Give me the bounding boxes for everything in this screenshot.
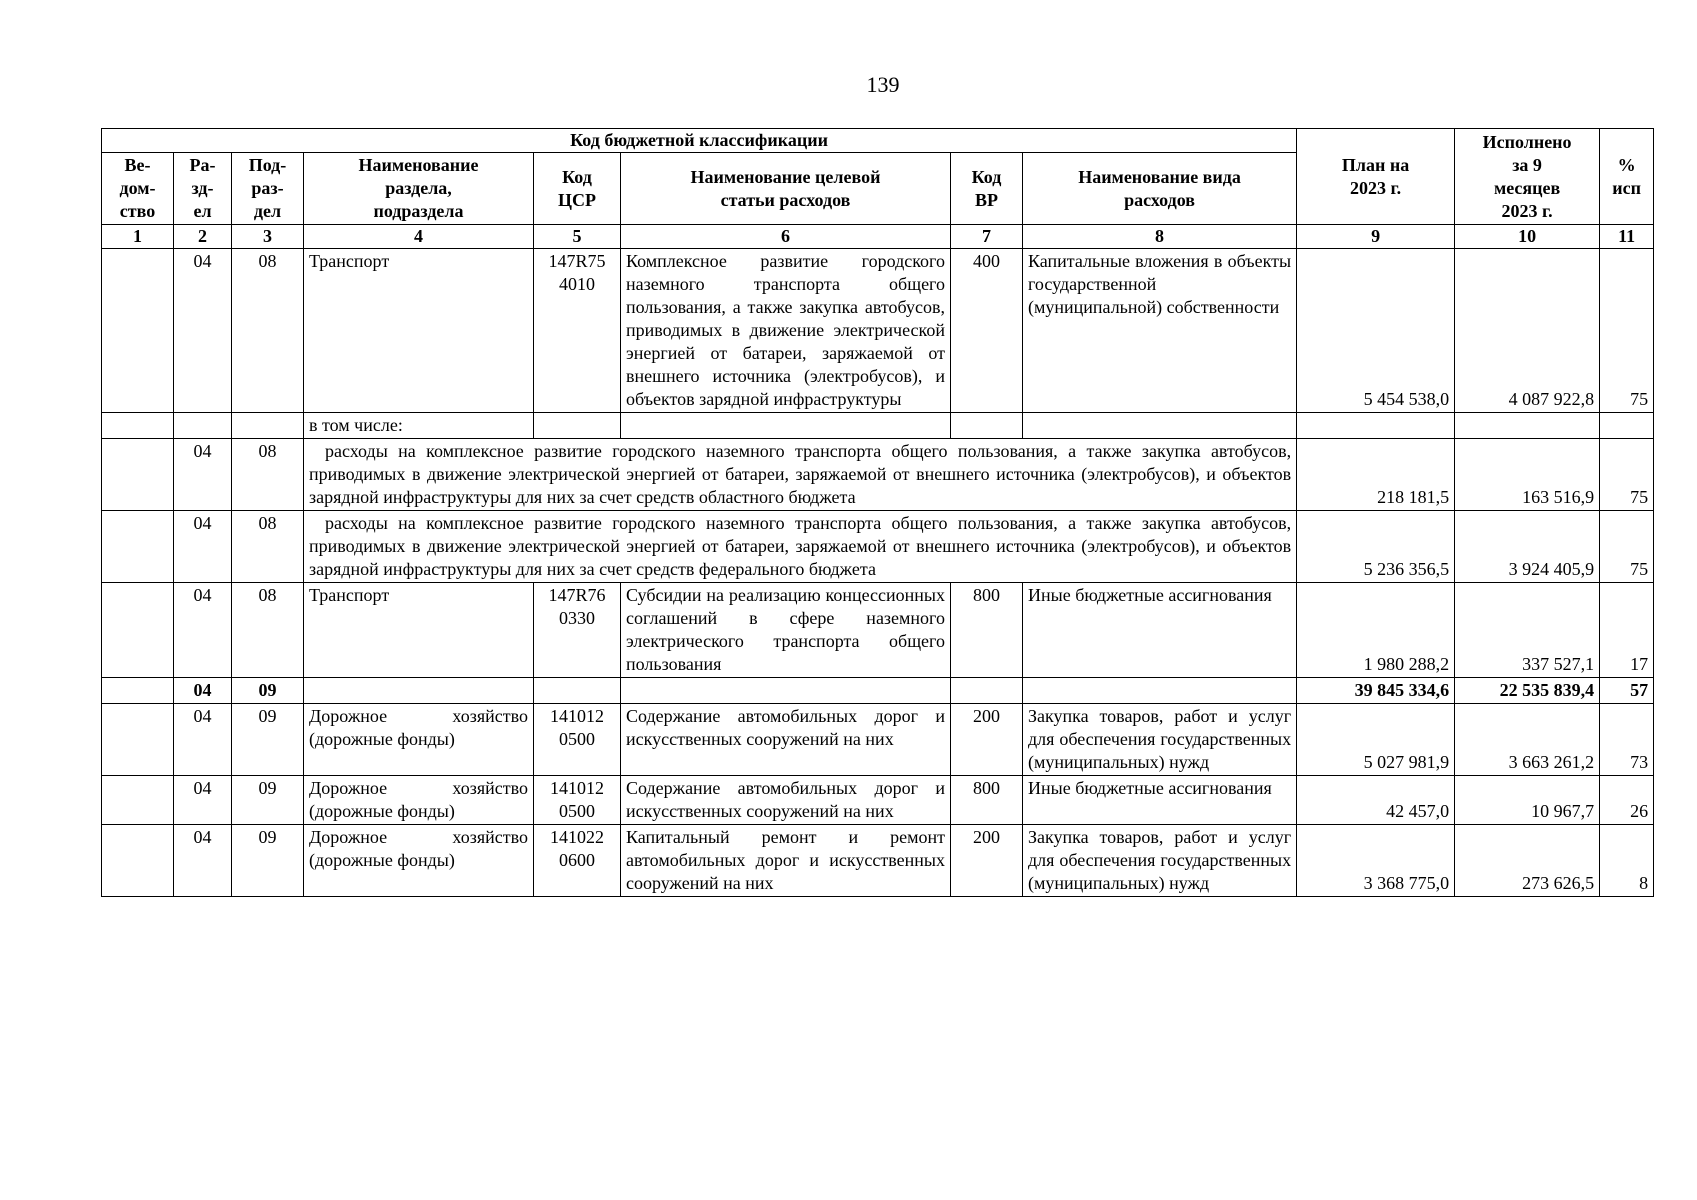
- cell-plan: 5 027 981,9: [1297, 704, 1455, 776]
- cell-razdel: 04: [174, 704, 232, 776]
- cell-vr: 400: [951, 249, 1023, 413]
- cell-podrazdel: 09: [232, 776, 304, 825]
- cell-plan: 42 457,0: [1297, 776, 1455, 825]
- table-row: [102, 704, 1654, 776]
- table-row: [102, 776, 1654, 825]
- cell-pct: 8: [1600, 825, 1654, 897]
- cell-name: Транспорт: [304, 583, 534, 678]
- cell-vid: Закупка товаров, работ и услуг для обеспечения государственных (муниципальных) нужд: [1023, 704, 1297, 776]
- cell-podrazdel: 09: [232, 678, 304, 704]
- cell-pct: 73: [1600, 704, 1654, 776]
- col-number: 8: [1023, 225, 1297, 249]
- cell-podrazdel: 08: [232, 249, 304, 413]
- cell-podrazdel: 08: [232, 511, 304, 583]
- cell-merged-text: расходы на комплексное развитие городского наземного транспорта общего пользования, а также закупка автобусов, приводимых в движение электрической энергией от батареи, заряжаемой от внешнего источника (электробусов), и объектов зарядной инфраструктуры для них за счет средств областного бюджета: [304, 439, 1297, 511]
- col-number: 6: [621, 225, 951, 249]
- header-group-title: Код бюджетной классификации: [102, 129, 1297, 153]
- col-number: 4: [304, 225, 534, 249]
- cell-vid: Иные бюджетные ассигнования: [1023, 776, 1297, 825]
- cell-target: Содержание автомобильных дорог и искусственных сооружений на них: [621, 704, 951, 776]
- header-vedomstvo: Ве- дом- ство: [102, 153, 174, 225]
- cell-merged-text: расходы на комплексное развитие городского наземного транспорта общего пользования, а также закупка автобусов, приводимых в движение электрической энергией от батареи, заряжаемой от внешнего источника (электробусов), и объектов зарядной инфраструктуры для них за счет средств федерального бюджета: [304, 511, 1297, 583]
- col-number: 2: [174, 225, 232, 249]
- cell-name: в том числе:: [304, 413, 534, 439]
- cell-pct: 75: [1600, 249, 1654, 413]
- cell-target: Комплексное развитие городского наземного транспорта общего пользования, а также закупка автобусов, приводимых в движение электрической энергией от батареи, заряжаемой от внешнего источника (электробусов), и объектов зарядной инфраструктуры: [621, 249, 951, 413]
- cell-csr: 141012 0500: [534, 776, 621, 825]
- cell-done: 22 535 839,4: [1455, 678, 1600, 704]
- cell-target: Капитальный ремонт и ремонт автомобильных дорог и искусственных сооружений на них: [621, 825, 951, 897]
- cell-vid: Капитальные вложения в объекты государственной (муниципальной) собственности: [1023, 249, 1297, 413]
- header-name-target: Наименование целевой статьи расходов: [621, 153, 951, 225]
- cell-done: 3 924 405,9: [1455, 511, 1600, 583]
- cell-plan: 5 236 356,5: [1297, 511, 1455, 583]
- cell-vr: 800: [951, 776, 1023, 825]
- table-row: [102, 413, 1654, 439]
- table-row: [102, 825, 1654, 897]
- cell-csr: 147R75 4010: [534, 249, 621, 413]
- cell-done: 3 663 261,2: [1455, 704, 1600, 776]
- header-podrazdel: Под- раз- дел: [232, 153, 304, 225]
- col-number: 10: [1455, 225, 1600, 249]
- col-number: 11: [1600, 225, 1654, 249]
- cell-plan: 218 181,5: [1297, 439, 1455, 511]
- cell-plan: 5 454 538,0: [1297, 249, 1455, 413]
- cell-pct: 57: [1600, 678, 1654, 704]
- cell-podrazdel: 09: [232, 825, 304, 897]
- cell-razdel: 04: [174, 678, 232, 704]
- cell-podrazdel: 08: [232, 439, 304, 511]
- budget-table: [101, 128, 1654, 897]
- cell-csr: 141012 0500: [534, 704, 621, 776]
- cell-plan: 1 980 288,2: [1297, 583, 1455, 678]
- col-number: 1: [102, 225, 174, 249]
- cell-csr: 141022 0600: [534, 825, 621, 897]
- header-kod-csr: Код ЦСР: [534, 153, 621, 225]
- page-number: 139: [866, 72, 900, 97]
- cell-name: Дорожное хозяйство (дорожные фонды): [304, 825, 534, 897]
- cell-razdel: 04: [174, 825, 232, 897]
- cell-done: 4 087 922,8: [1455, 249, 1600, 413]
- header-kod-vr: Код ВР: [951, 153, 1023, 225]
- cell-razdel: 04: [174, 439, 232, 511]
- cell-name: Дорожное хозяйство (дорожные фонды): [304, 776, 534, 825]
- col-number: 5: [534, 225, 621, 249]
- table-row: [102, 583, 1654, 678]
- cell-pct: 75: [1600, 511, 1654, 583]
- cell-podrazdel: 08: [232, 583, 304, 678]
- cell-vid: Закупка товаров, работ и услуг для обеспечения государственных (муниципальных) нужд: [1023, 825, 1297, 897]
- cell-done: 273 626,5: [1455, 825, 1600, 897]
- cell-razdel: 04: [174, 249, 232, 413]
- cell-pct: 75: [1600, 439, 1654, 511]
- cell-done: 10 967,7: [1455, 776, 1600, 825]
- cell-vedomstvo: [102, 249, 174, 413]
- cell-csr: 147R76 0330: [534, 583, 621, 678]
- cell-vr: 200: [951, 704, 1023, 776]
- cell-razdel: 04: [174, 511, 232, 583]
- cell-name: Транспорт: [304, 249, 534, 413]
- header-ispolneno: Исполнено за 9 месяцев 2023 г.: [1455, 129, 1600, 225]
- cell-vr: 800: [951, 583, 1023, 678]
- col-number: 9: [1297, 225, 1455, 249]
- table-row: [102, 511, 1654, 583]
- cell-target: Содержание автомобильных дорог и искусственных сооружений на них: [621, 776, 951, 825]
- cell-vr: 200: [951, 825, 1023, 897]
- cell-name: Дорожное хозяйство (дорожные фонды): [304, 704, 534, 776]
- header-name-vid: Наименование вида расходов: [1023, 153, 1297, 225]
- cell-plan: 3 368 775,0: [1297, 825, 1455, 897]
- cell-razdel: 04: [174, 776, 232, 825]
- cell-razdel: 04: [174, 583, 232, 678]
- table-row: [102, 249, 1654, 413]
- col-number: 7: [951, 225, 1023, 249]
- table-row-subtotal: [102, 678, 1654, 704]
- cell-target: Субсидии на реализацию концессионных соглашений в сфере наземного электрического транспорта общего пользования: [621, 583, 951, 678]
- cell-done: 163 516,9: [1455, 439, 1600, 511]
- header-name-razdel: Наименование раздела, подраздела: [304, 153, 534, 225]
- header-razdel: Ра- зд- ел: [174, 153, 232, 225]
- col-number: 3: [232, 225, 304, 249]
- cell-pct: 17: [1600, 583, 1654, 678]
- cell-podrazdel: 09: [232, 704, 304, 776]
- header-percent: % исп: [1600, 129, 1654, 225]
- header-plan: План на 2023 г.: [1297, 129, 1455, 225]
- cell-done: 337 527,1: [1455, 583, 1600, 678]
- table-row: [102, 439, 1654, 511]
- cell-plan: 39 845 334,6: [1297, 678, 1455, 704]
- cell-vid: Иные бюджетные ассигнования: [1023, 583, 1297, 678]
- cell-pct: 26: [1600, 776, 1654, 825]
